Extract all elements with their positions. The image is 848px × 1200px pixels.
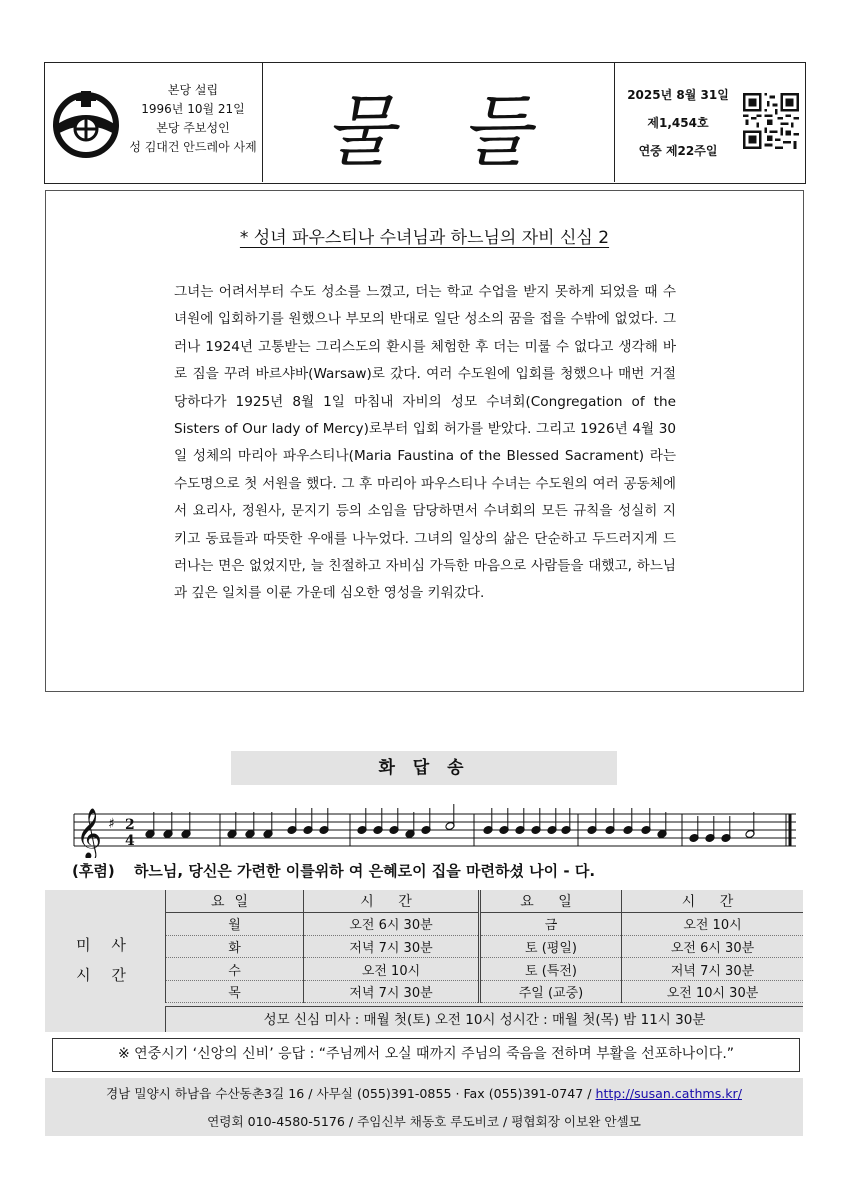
day-cell: 화 [166, 935, 304, 958]
article-box [45, 190, 804, 692]
header-time: 시 간 [622, 890, 804, 913]
mass-label-line: 미 사 [76, 936, 134, 954]
footer [45, 1078, 803, 1136]
day-cell: 월 [166, 913, 304, 936]
founding-line: 본당 주보성인 [156, 121, 230, 135]
time-cell: 오전 10시 30분 [622, 980, 804, 1003]
table-row [166, 958, 804, 981]
day-cell: 토 (평일) [480, 935, 622, 958]
article-title [46, 223, 803, 248]
footer-address: 경남 밀양시 하남읍 수산동촌3길 16 / 사무실 (055)391-0855 · Fax (055)391-0747 / [106, 1086, 596, 1101]
mystery-of-faith-response: ※ 연중시기 ‘신앙의 신비’ 응답 : “주님께서 오실 때까지 주님의 죽음을 전하며 부활을 선포하나이다.” [52, 1038, 800, 1072]
issue-details [615, 81, 741, 165]
hymn-lyrics-line [72, 860, 800, 881]
mass-schedule [45, 890, 803, 1032]
day-cell: 금 [480, 913, 622, 936]
time-cell: 오전 10시 [622, 913, 804, 936]
article-body: 그녀는 어려서부터 수도 성소를 느꼈고, 더는 학교 수업을 받지 못하게 되었을 때 수녀원에 입회하기를 원했으나 부모의 반대로 일단 성소의 꿈을 접을 수밖에 없었다. 그러나 1924년 고통받는 그리스도의 환시를 체험한 후 더는 미룰 수 없다고 생각해 바로 짐을 꾸려 바르샤바(Warsaw)로 갔다. 여러 수도원에 입회를 청했으나 매번 거절당하다가 1925년 8월 1일 마침내 자비의 성모 수녀회(Congregation of the Sisters of Our lady of Mercy)로부터 입회 허가를 받았다. 그리고 1926년 4월 30일 성체의 마리아 파우스티나(Maria Faustina of the Blessed Sacrament) 라는 수도명으로 첫 서원을 했다. 그 후 마리아 파우스티나 수녀는 수도원의 여러 공동체에서 요리사, 정원사, 문지기 등의 소임을 담당하면서 수녀회의 모든 규칙을 성실히 지키고 동료들과 따뜻한 우애를 나누었다. 그녀의 일상의 삶은 단순하고 두드러지게 드러나는 면은 없었지만, 늘 친절하고 자비심 가득한 마음으로 사람들을 대했고, 하느님과 깊은 일치를 이룬 가운데 심오한 영성을 키워갔다. [174, 284, 676, 602]
hymn-lyrics: 하느님, 당신은 가련한 이를위하 여 은혜로이 집을 마련하셨 나이 - 다. [133, 862, 596, 880]
founding-info [123, 81, 263, 157]
mass-label-line: 시 간 [76, 966, 134, 984]
masthead [44, 62, 806, 184]
issue-date: 2025년 8월 31일 [627, 88, 729, 102]
header-day: 요일 [166, 890, 304, 913]
music-staff [70, 800, 800, 858]
header-time: 시 간 [304, 890, 480, 913]
issue-number: 제1,454호 [647, 116, 709, 130]
footer-contacts: 연령회 010-4580-5176 / 주임신부 채동호 루도비코 / 평협회장 이보완 안셀모 [207, 1114, 641, 1129]
table-row [166, 913, 804, 936]
mass-schedule-label [45, 890, 165, 1032]
table-row [166, 935, 804, 958]
mass-table [165, 890, 803, 1003]
parish-logo-icon [49, 85, 123, 159]
website-link[interactable]: http://susan.cathms.kr/ [595, 1086, 742, 1101]
founding-line: 1996년 10월 21일 [141, 102, 245, 116]
time-cell: 저녁 7시 30분 [304, 935, 480, 958]
table-row [166, 980, 804, 1003]
qr-code-icon[interactable] [743, 93, 799, 149]
time-signature: 4 [125, 833, 135, 849]
table-header-row [166, 890, 804, 913]
time-cell: 오전 10시 [304, 958, 480, 981]
refrain-label: (후렴) [72, 862, 115, 880]
liturgical-week: 연중 제22주일 [638, 144, 718, 158]
time-cell: 저녁 7시 30분 [622, 958, 804, 981]
day-cell: 토 (특전) [480, 958, 622, 981]
bulletin-title: 물 들 [324, 87, 553, 177]
footer-address-line [45, 1080, 803, 1108]
founding-line: 성 김대건 안드레아 사제 [129, 140, 257, 154]
devotion-mass-note: 성모 신심 미사 : 매월 첫(토) 오전 10시 성시간 : 매월 첫(목) 밤 11시 30분 [165, 1006, 803, 1032]
time-cell: 오전 6시 30분 [304, 913, 480, 936]
hymn-title: 화 답 송 [231, 751, 617, 785]
time-cell: 오전 6시 30분 [622, 935, 804, 958]
issue-info [615, 63, 805, 182]
founding-line: 본당 설립 [167, 83, 219, 97]
day-cell: 수 [166, 958, 304, 981]
day-cell: 주일 (교중) [480, 980, 622, 1003]
time-signature: 2 [125, 817, 135, 833]
hymn-notes [145, 804, 755, 842]
parish-info [45, 63, 263, 182]
time-cell: 저녁 7시 30분 [304, 980, 480, 1003]
key-signature-sharp: ♯ [108, 816, 115, 832]
day-cell: 목 [166, 980, 304, 1003]
treble-clef-icon: 𝄞 [76, 808, 103, 858]
article-title-text: * 성녀 파우스티나 수녀님과 하느님의 자비 신심 2 [239, 228, 610, 248]
bulletin-title-box [263, 63, 615, 182]
header-day: 요 일 [480, 890, 622, 913]
